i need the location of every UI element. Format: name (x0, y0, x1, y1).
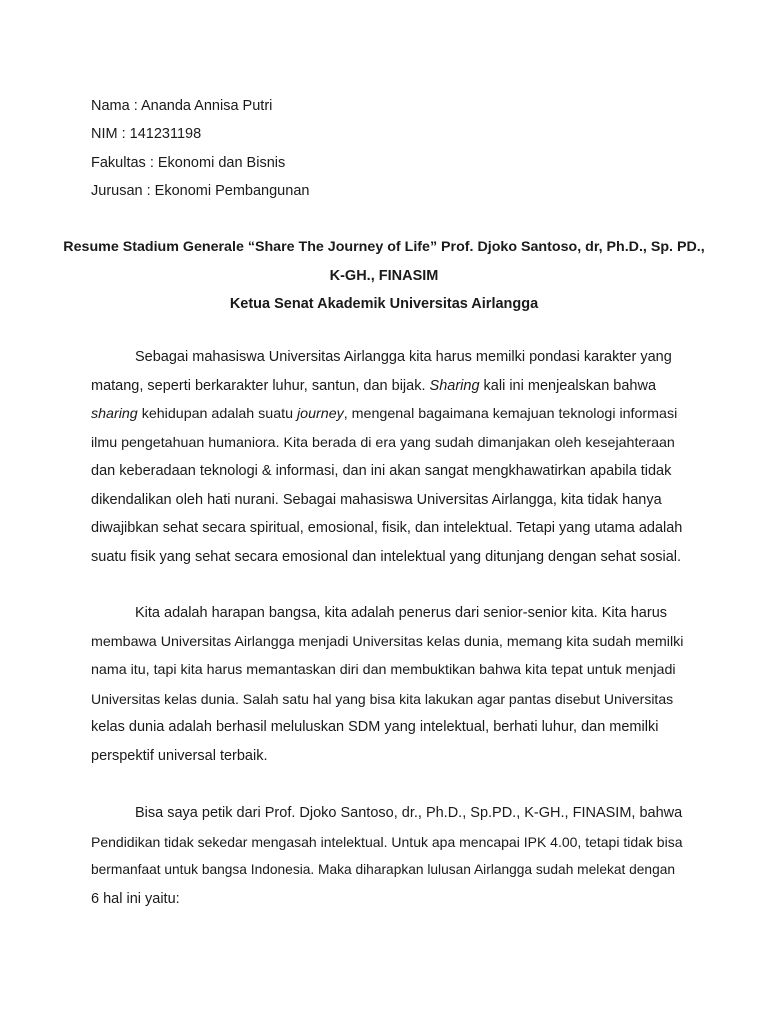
italic-text: journey (297, 406, 344, 422)
paragraph-1-line: suatu fisik yang sehat secara emosional dan intelektual yang ditunjang dengan sehat sosial. (91, 548, 682, 565)
paragraph-2-line: membawa Universitas Airlangga menjadi Universitas kelas dunia, memang kita sudah memilki (91, 633, 684, 650)
text-run: , mengenal bagaimana kemajuan teknologi informasi (343, 406, 678, 422)
paragraph-1 (91, 343, 683, 571)
paragraph-2-line: perspektif universal terbaik. (91, 747, 268, 764)
text-run: matang, seperti berkarakter luhur, santun, dan bijak. (91, 377, 430, 394)
paragraph-1-line (91, 400, 683, 429)
student-name: Nama : Ananda Annisa Putri (91, 98, 273, 114)
paragraph-3-line: Bisa saya petik dari Prof. Djoko Santoso, dr., Ph.D., Sp.PD., K-GH., FINASIM, bahwa (135, 805, 683, 821)
paragraph-3-line: bermanfaat untuk bangsa Indonesia. Maka diharapkan lulusan Airlangga sudah melekat dengan (91, 862, 676, 877)
paragraph-3-line: Pendidikan tidak sekedar mengasah intelektual. Untuk apa mencapai IPK 4.00, tetapi tidak bisa (91, 833, 683, 850)
paragraph-2-line: Kita adalah harapan bangsa, kita adalah penerus dari senior-senior kita. Kita harus (135, 605, 668, 621)
student-info (91, 92, 691, 206)
paragraph-1-line: diwajibkan sehat secara spiritual, emosional, fisik, dan intelektual. Tetapi yang utama adalah (91, 520, 683, 536)
paragraph-2-line: nama itu, tapi kita harus memantaskan diri dan membuktikan bahwa kita tepat untuk menjadi (91, 662, 676, 678)
paragraph-2-line: kelas dunia adalah berhasil meluluskan SDM yang intelektual, berhati luhur, dan memilki (91, 719, 659, 735)
text-run: kehidupan adalah suatu (137, 406, 298, 422)
italic-text: sharing (91, 406, 138, 422)
paragraph-1-line (91, 372, 683, 401)
paragraph-3-line: 6 hal ini yaitu: (91, 890, 180, 907)
paragraph-1-line: Sebagai mahasiswa Universitas Airlangga kita harus memilki pondasi karakter yang (135, 349, 672, 365)
student-faculty: Fakultas : Ekonomi dan Bisnis (91, 154, 286, 171)
paragraph-2-line: Universitas kelas dunia. Salah satu hal yang bisa kita lakukan agar pantas disebut Universitas (91, 690, 674, 707)
student-major: Jurusan : Ekonomi Pembangunan (91, 183, 310, 200)
student-nim: NIM : 141231198 (91, 126, 202, 143)
paragraph-1-line: dan keberadaan teknologi & informasi, dan ini akan sangat mengkhawatirkan apabila tidak (91, 463, 672, 479)
document-title (60, 233, 708, 319)
paragraph-2 (91, 599, 683, 770)
title-line-1: Resume Stadium Generale “Share The Journey of Life” Prof. Djoko Santoso, dr, Ph.D., Sp. PD., (63, 239, 705, 255)
italic-text: Sharing (429, 377, 480, 394)
title-line-3: Ketua Senat Akademik Universitas Airlangga (229, 296, 539, 312)
paragraph-3 (91, 799, 683, 913)
text-run: kali ini menjealskan bahwa (479, 377, 657, 394)
paragraph-1-line: dikendalikan oleh hati nurani. Sebagai mahasiswa Universitas Airlangga, kita tidak hanya (91, 491, 662, 508)
paragraph-1-line: ilmu pengetahuan humaniora. Kita berada di era yang sudah dimanjakan oleh kesejahteraan (91, 434, 675, 451)
title-line-2: K-GH., FINASIM (329, 267, 439, 284)
